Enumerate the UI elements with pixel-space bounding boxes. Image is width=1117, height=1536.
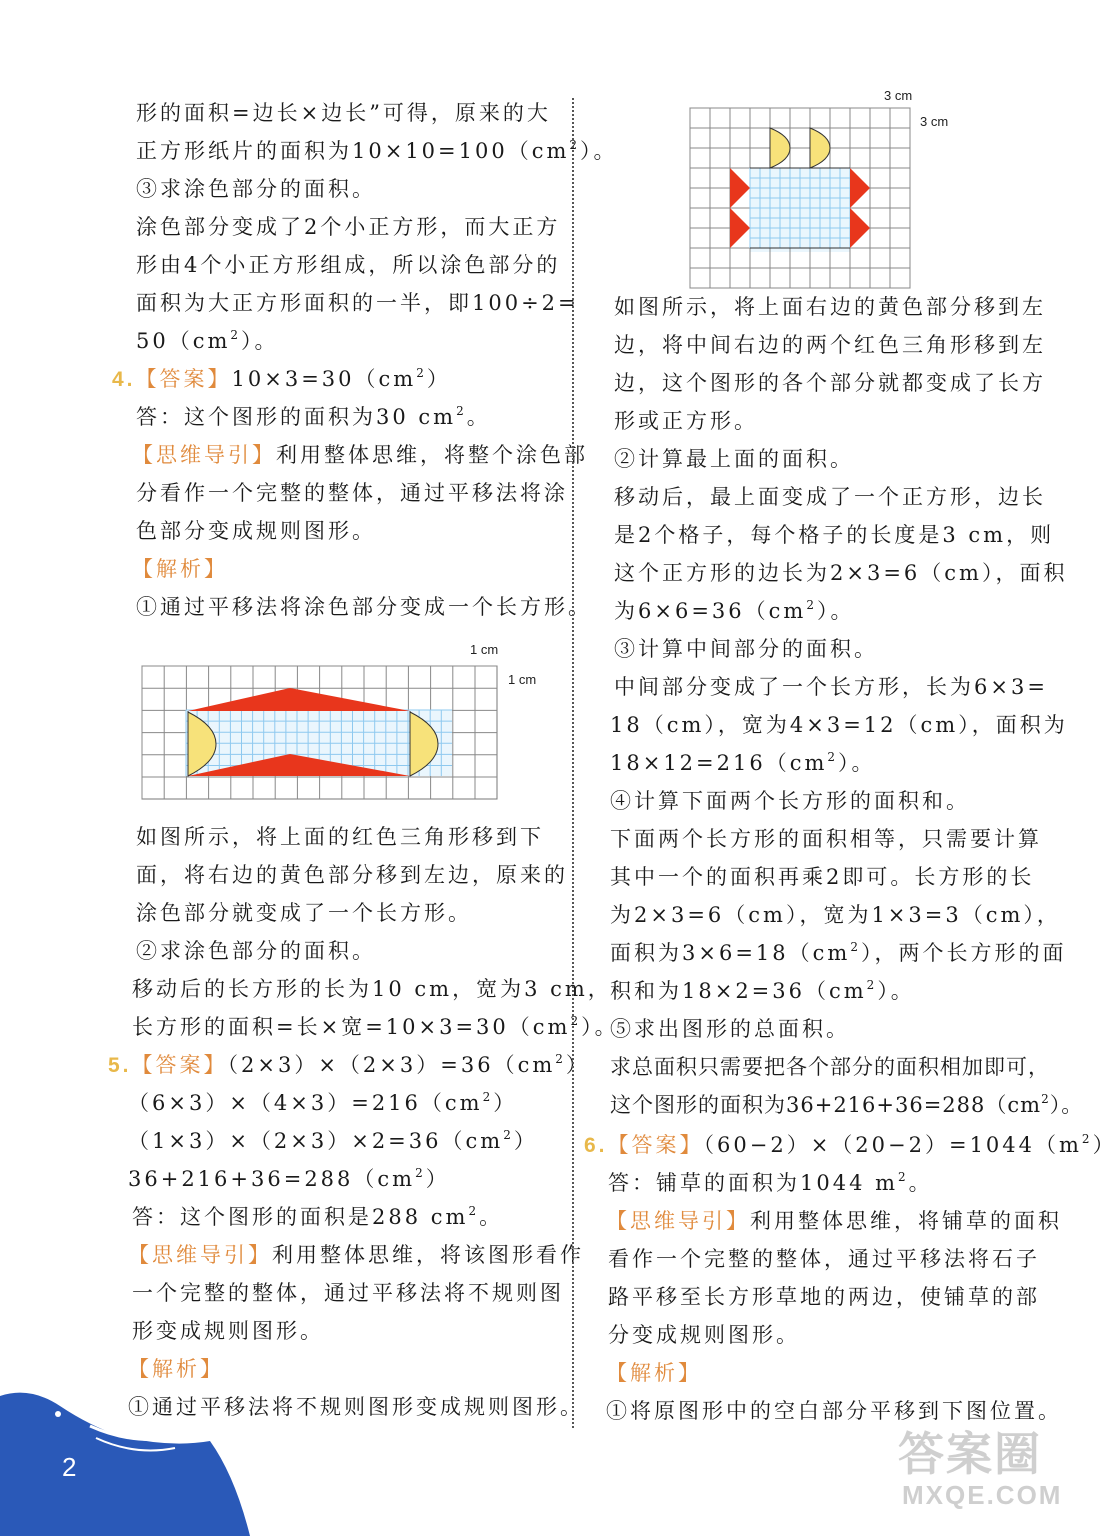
text-line: $50(cm^2)$。	[136, 328, 279, 353]
text-line: 求总面积只需要把各个部分的面积相加即可，	[610, 1055, 1050, 1079]
text-line: 这个正方形的边长为2×3=6（cm），面积	[614, 561, 1068, 585]
analysis-tag: 【解析】	[132, 557, 228, 581]
text-line: 涂色部分变成了2个小正方形，而大正方	[136, 215, 561, 239]
step-heading: ③求涂色部分的面积。	[136, 177, 376, 201]
text-line: 形由4个小正方形组成，所以涂色部分的	[136, 253, 561, 277]
text-line: 移动后，最上面变成了一个正方形，边长	[614, 485, 1046, 509]
text-line: 看作一个完整的整体，通过平移法将石子	[608, 1247, 1040, 1271]
text-line: 下面两个长方形的面积相等，只需要计算	[610, 827, 1042, 851]
page-corner-wave	[0, 1386, 260, 1536]
text-line: 18（cm），宽为4×3=12（cm），面积为	[610, 713, 1068, 737]
text-line: 涂色部分就变成了一个长方形。	[136, 901, 472, 925]
question-4-guide: 【思维导引】利用整体思维，将整个涂色部	[132, 443, 588, 467]
text-line: 积和为$18\times 2=36(cm^2)$。	[610, 978, 915, 1003]
text-line: 移动后的长方形的长为10 cm，宽为3 cm，	[132, 977, 612, 1001]
text-line: 分看作一个完整的整体，通过平移法将涂	[136, 481, 568, 505]
watermark-logo: 答案圈	[898, 1428, 1042, 1480]
text-line: 边，这个图形的各个部分就都变成了长方	[614, 371, 1046, 395]
question-5-answer: 5.【答案】$(2\times 3)\times(2\times 3)=36(cm^2)$	[108, 1052, 590, 1077]
text-line: 长方形的面积=长×宽$=10\times 3=30(cm^2)$。	[132, 1014, 619, 1039]
fig1-unit-label-side: 1 cm	[508, 672, 537, 687]
question-6-guide: 【思维导引】利用整体思维，将铺草的面积	[606, 1209, 1062, 1233]
question-6-answer: 6.【答案】$(60-2)\times(20-2)=1044(m^2)$	[584, 1132, 1117, 1157]
text-line: 面积为$3\times 6=18(cm^2)$，两个长方形的面	[610, 940, 1067, 965]
step-heading: ②计算最上面的面积。	[614, 447, 854, 471]
text-line: 路平移至长方形草地的两边，使铺草的部	[608, 1285, 1040, 1309]
grid-figure-2	[688, 106, 914, 290]
question-5-guide: 【思维导引】利用整体思维，将该图形看作	[128, 1243, 584, 1267]
text-line: $(6\times 3)\times(4\times 3)=216(cm^2)$	[128, 1090, 518, 1115]
text-line: $18\times 12=216(cm^2)$。	[610, 750, 876, 775]
fig1-unit-label-top: 1 cm	[470, 642, 499, 657]
grid-figure-1	[140, 664, 500, 802]
text-line: 是2个格子，每个格子的长度是3 cm，则	[614, 523, 1055, 547]
text-line: $(1\times 3)\times(2\times 3)\times 2=36(cm^2)$	[128, 1128, 538, 1153]
question-5-conclusion: 答：这个图形的面积是288 $cm^2$。	[132, 1204, 504, 1229]
text-line: 其中一个的面积再乘2即可。长方形的长	[610, 865, 1035, 889]
page-number: 2	[62, 1452, 77, 1482]
text-line: 如图所示，将上面右边的黄色部分移到左	[614, 295, 1046, 319]
text-line: 分变成规则图形。	[608, 1323, 800, 1347]
text-line: 色部分变成规则图形。	[136, 519, 376, 543]
step-heading: ①通过平移法将不规则图形变成规则图形。	[128, 1395, 584, 1419]
text-line: 面积为大正方形面积的一半，即100÷2=	[136, 291, 579, 315]
fig2-unit-label-side: 3 cm	[920, 114, 949, 129]
text-line: 为2×3=6（cm），宽为1×3=3（cm），	[610, 903, 1061, 927]
text-line: 正方形纸片的面积为$10\times 10=100(cm^2)$。	[136, 138, 618, 163]
analysis-tag: 【解析】	[606, 1361, 702, 1385]
step-heading: ①通过平移法将涂色部分变成一个长方形。	[136, 595, 592, 619]
step-heading: ①将原图形中的空白部分平移到下图位置。	[606, 1399, 1062, 1423]
step-heading: ③计算中间部分的面积。	[614, 637, 878, 661]
step-heading: ⑤求出图形的总面积。	[610, 1017, 850, 1041]
step-heading: ②求涂色部分的面积。	[136, 939, 376, 963]
text-line: 中间部分变成了一个长方形，长为6×3=	[614, 675, 1048, 699]
text-line: 如图所示，将上面的红色三角形移到下	[136, 825, 544, 849]
fig2-unit-label-top: 3 cm	[884, 88, 913, 103]
text-line: 边，将中间右边的两个红色三角形移到左	[614, 333, 1046, 357]
text-line: 面，将右边的黄色部分移到左边，原来的	[136, 863, 568, 887]
text-line: 形变成规则图形。	[132, 1319, 324, 1343]
watermark-url: MXQE.COM	[902, 1480, 1063, 1510]
analysis-tag: 【解析】	[128, 1357, 224, 1381]
step-heading: ④计算下面两个长方形的面积和。	[610, 789, 970, 813]
text-line: 这个图形的面积为$36+216+36=288(cm^2)$。	[610, 1092, 1084, 1117]
column-divider	[572, 98, 574, 1428]
text-line: 形的面积=边长×边长”可得，原来的大	[136, 101, 551, 125]
question-6-conclusion: 答：铺草的面积为1044 $m^2$。	[608, 1170, 933, 1195]
text-line: 为$6\times 6=36(cm^2)$。	[614, 598, 855, 623]
text-line: $36+216+36=288(cm^2)$	[128, 1166, 450, 1191]
text-line: 形或正方形。	[614, 409, 758, 433]
question-4-answer: 4.【答案】$10\times 3=30(cm^2)$	[112, 366, 451, 391]
question-4-conclusion: 答：这个图形的面积为30 $cm^2$。	[136, 404, 491, 429]
text-line: 一个完整的整体，通过平移法将不规则图	[132, 1281, 564, 1305]
